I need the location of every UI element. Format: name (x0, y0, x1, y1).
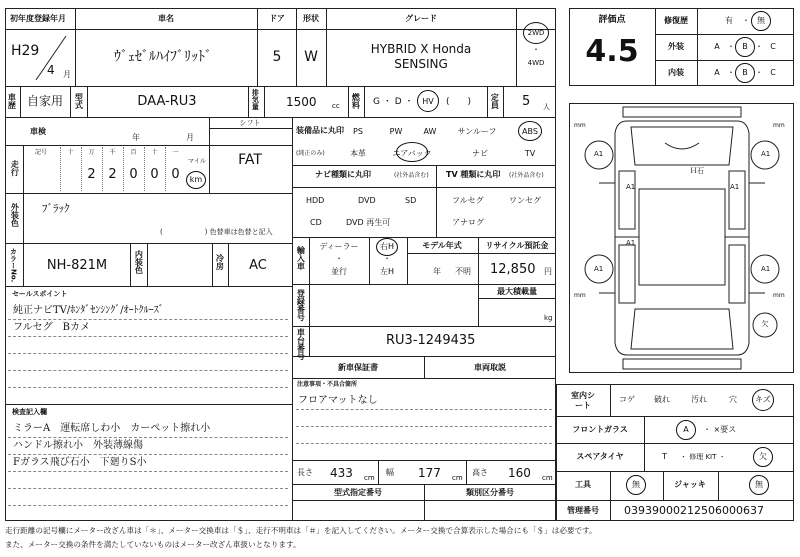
score-label: 評価点 (598, 15, 626, 25)
shape: W (304, 49, 318, 65)
equipment-label: 装備品に丸印 (296, 126, 344, 135)
grade-b: B (742, 42, 748, 51)
mileage-digit: 0 (171, 167, 180, 182)
model-label: 型式 (74, 93, 84, 109)
equipment-item: エアバック (392, 149, 432, 158)
jack: 無 (755, 480, 763, 489)
grade-line1: HYBRID X Honda (370, 42, 472, 56)
warranty-label: 新車保証書 (338, 363, 378, 372)
manual-label: 車両取説 (474, 363, 506, 372)
tools: 無 (632, 480, 640, 489)
mm-1: mm (574, 122, 586, 129)
footer-line-2: また、メーター交換の条件を満たしていないものはメーター改ざん車扱いとなります。 (5, 540, 301, 549)
car-name: ｳﾞｪｾﾞﾙﾊｲﾌﾞﾘｯﾄﾞ (114, 49, 212, 65)
mileage-head: 千 (109, 149, 116, 156)
dealer-label: ディーラー (319, 242, 359, 251)
equipment-item: TV (524, 149, 536, 158)
model-year-unit: 年 (433, 267, 441, 276)
mark-a1-left-upper: A1 (626, 183, 636, 191)
grade-dot: ・ (727, 68, 735, 77)
seat-item: 破れ (654, 395, 670, 404)
nav-sub: (社外品含む) (394, 172, 429, 179)
seat-label: 室内シート (571, 391, 595, 410)
import-label: 輸入車 (296, 246, 306, 270)
grade-b-circle (735, 37, 755, 57)
mileage-digit: 0 (129, 167, 138, 182)
inspector-note-3: Fガラス飛び石小 下廻りS小 (13, 457, 147, 468)
mileage-divider (102, 147, 103, 191)
handle-dot: ・ (383, 254, 391, 263)
model-year-unknown: 不明 (455, 267, 471, 276)
score: 4.5 (585, 34, 639, 69)
length-unit: cm (364, 474, 375, 482)
drive-2wd: 2WD (527, 29, 545, 37)
chassis-class: 自家用 (26, 94, 64, 108)
recycle-amount: 12,850 (490, 262, 536, 277)
car-outline (569, 103, 794, 373)
mark-a1-rear-left: A1 (594, 265, 604, 273)
mark-a1-front-right: A1 (761, 150, 771, 158)
fuel-hv: HV (422, 97, 434, 106)
drive-4wd: 4WD (527, 59, 545, 67)
model-year-label: モデル年式 (422, 241, 462, 250)
chassis-no-label: 車台番号 (296, 328, 306, 360)
handle-left: 左H (379, 267, 395, 276)
length: 433 (330, 466, 353, 480)
spare-label: スペアタイヤ (576, 452, 624, 461)
mileage-head: 十 (67, 149, 74, 156)
height: 160 (508, 466, 531, 480)
grade-a: A (714, 42, 720, 51)
first-reg-month: 4 (47, 63, 55, 77)
exterior-label: 外装 (668, 42, 684, 51)
grade-line2: SENSING (394, 57, 448, 71)
mileage-divider (123, 147, 124, 191)
type-cert-label: 型式指定番号 (334, 488, 382, 497)
footer-line-1: 走行距離の記号欄にメーター改ざん車は「＊」、メーター交換車は「＄」、走行不明車は「＃」を記入してください。メーター交換で合算表示した場合にも「＄」は必要です。 (5, 526, 597, 535)
door-label: ドア (269, 14, 285, 23)
seat-item: キズ (755, 395, 771, 404)
repair-no: 無 (757, 16, 765, 25)
mgmt-no: 03939000212506000637 (624, 504, 764, 517)
exterior-color: ﾌﾞﾗｯｸ (42, 202, 70, 215)
mark-a1-right-upper: A1 (730, 183, 740, 191)
inspection-month: 月 (186, 133, 194, 142)
equipment-item: PS (353, 127, 363, 136)
inspection-year: 年 (132, 133, 140, 142)
mm-4: mm (773, 292, 785, 299)
equipment-item: PW (389, 127, 403, 136)
displacement: 1500 (286, 95, 317, 109)
mileage-divider (81, 147, 82, 191)
parallel-label: 並行 (331, 267, 347, 276)
nav-hdd: HDD (306, 196, 325, 205)
mileage-divider (144, 147, 145, 191)
inspector-note-2: ハンドル擦れ小 外装薄線傷 (13, 440, 143, 451)
sales-point-1: 純正ナビTV/ﾎﾝﾀﾞｾﾝｼﾝｸﾞ/ｵｰﾄｸﾙｰｽﾞ (13, 305, 164, 316)
month-unit: 月 (63, 70, 71, 79)
inspector-label: 検査記入欄 (12, 408, 47, 416)
interior-color-label: 内装色 (134, 250, 144, 274)
doors: 5 (272, 49, 282, 65)
chassis-class-label: 車歴 (7, 93, 17, 109)
mileage-head: 十 (151, 149, 158, 156)
mileage-head: 万 (88, 149, 95, 156)
recycle-label: リサイクル預託金 (485, 241, 549, 250)
reg-label: 登録番号 (296, 289, 306, 321)
mile-label: マイル (188, 158, 206, 165)
tv-analog: アナログ (452, 218, 484, 227)
km-label: km (189, 175, 203, 184)
tools-label: 工具 (575, 480, 591, 489)
capacity-unit: 人 (543, 103, 550, 111)
model: DAA-RU3 (137, 94, 197, 109)
chassis-no: RU3-1249435 (386, 333, 476, 348)
drive-dot: ・ (532, 45, 540, 54)
sales-point-2: フルセグ Bカメ (13, 322, 90, 333)
mm-3: mm (574, 292, 586, 299)
sales-point-label: セールスポイント (12, 290, 68, 298)
spare-t: T (662, 452, 667, 461)
shift: FAT (238, 152, 262, 168)
recycle-unit: 円 (544, 267, 552, 276)
abs-circle (518, 121, 542, 141)
mileage-code-label: 記号 (35, 149, 48, 156)
equipment-sub: (純正のみ) (296, 150, 325, 157)
mark-hood: Ｈ石 (690, 167, 704, 175)
spare-kit: ・ 修理 KIT ・ (680, 453, 726, 461)
mm-2: mm (773, 122, 785, 129)
shape-label: 形状 (303, 14, 319, 23)
shift-label: シフト (239, 119, 261, 127)
grade-a: A (714, 68, 720, 77)
grade-c: C (770, 68, 776, 77)
mark-a1-rear-right: A1 (761, 265, 771, 273)
windshield-label: フロントガラス (572, 425, 628, 434)
width-unit: cm (452, 474, 463, 482)
repaint-note: ( ) 色替車は色替と記入 (160, 228, 273, 236)
equipment-item: AW (423, 127, 437, 136)
mileage-digit: 2 (87, 167, 96, 182)
seat-item: 汚れ (691, 395, 707, 404)
capacity: 5 (522, 94, 531, 109)
ac: AC (249, 258, 267, 273)
mark-a1-front-left: A1 (594, 150, 604, 158)
capacity-label: 定員 (490, 93, 500, 109)
car-name-label: 車名 (158, 14, 174, 23)
tv-sub: (社外品含む) (509, 172, 544, 179)
grade-b: B (742, 68, 748, 77)
width: 177 (418, 466, 441, 480)
nav-header: ナビ種類に丸印 (315, 170, 371, 179)
class-label: 類別区分番号 (466, 488, 514, 497)
notes-label: 注意事項・不具合箇所 (297, 381, 358, 388)
equipment-item: ナビ (472, 149, 488, 158)
color-no: NH-821M (46, 258, 108, 273)
interior-label: 内装 (668, 68, 684, 77)
repair-yes: 有 (725, 16, 733, 25)
height-label: 高さ (472, 468, 488, 477)
nav-cd: CD (310, 218, 322, 227)
max-load-unit: kg (544, 314, 553, 322)
repair-dot: ・ (742, 16, 750, 25)
grade-c: C (770, 42, 776, 51)
mark-a1-left-lower: A1 (626, 239, 636, 247)
grade-dot: ・ (755, 42, 763, 51)
airbag-circle (396, 142, 428, 162)
windshield-rest: ・ ×要ス (703, 425, 737, 434)
fuel-options: G ・ D ・ (373, 97, 414, 107)
tv-oneseg: ワンセグ (509, 196, 541, 205)
spare-none: 欠 (759, 452, 767, 461)
mileage-head: 百 (130, 149, 137, 156)
mileage-digit: 2 (108, 167, 117, 182)
seat-scratch-circle (752, 389, 774, 411)
mileage-label: 走行 (10, 160, 20, 176)
mileage-divider (165, 147, 166, 191)
mileage-digit: 0 (150, 167, 159, 182)
handle-right: 右H (379, 242, 395, 251)
repair-label: 修復歴 (664, 16, 688, 25)
max-load-label: 最大積載量 (497, 287, 537, 296)
displacement-label: 排気量 (251, 89, 260, 110)
equipment-item: ABS (522, 127, 538, 136)
first-reg-year: H29 (11, 43, 40, 59)
exterior-color-label: 外装色 (10, 203, 20, 227)
grade-dot: ・ (727, 42, 735, 51)
equipment-item: サンルーフ (457, 127, 497, 136)
notes-text: フロアマットなし (298, 395, 378, 406)
nav-dvd-play: DVD 再生可 (346, 218, 391, 227)
displacement-unit: cc (332, 102, 340, 110)
first-reg-label: 初年度登録年月 (10, 14, 66, 23)
fuel-label: 燃料 (351, 93, 361, 109)
inspector-note-1: ミラーA 運転席しわ小 カーペット擦れ小 (13, 423, 211, 434)
color-no-label: カラーNo. (9, 248, 18, 283)
inspection-label: 車検 (30, 127, 46, 136)
width-label: 幅 (386, 468, 394, 477)
grade-dot: ・ (755, 68, 763, 77)
fuel-paren: ( ) (446, 97, 472, 107)
length-label: 長さ (297, 468, 313, 477)
seat-item: コゲ (619, 395, 635, 404)
dealer-dot: ・ (335, 254, 343, 263)
jack-label: ジャッキ (674, 480, 706, 489)
grade-label: グレード (405, 14, 437, 23)
mark-dent: 欠 (761, 320, 769, 328)
mgmt-label: 管理番号 (567, 506, 599, 515)
grade-b-circle (735, 63, 755, 83)
mileage-head: 一 (172, 149, 179, 156)
tv-header: TV 種類に丸印 (446, 170, 501, 179)
equipment-item: 本革 (350, 149, 366, 158)
tv-fullseg: フルセグ (452, 196, 484, 205)
windshield-a: A (683, 425, 689, 434)
seat-item: 穴 (729, 395, 737, 404)
ac-label: 冷房 (215, 254, 225, 270)
nav-dvd: DVD (358, 196, 376, 205)
nav-sd: SD (405, 196, 417, 205)
height-unit: cm (542, 474, 553, 482)
